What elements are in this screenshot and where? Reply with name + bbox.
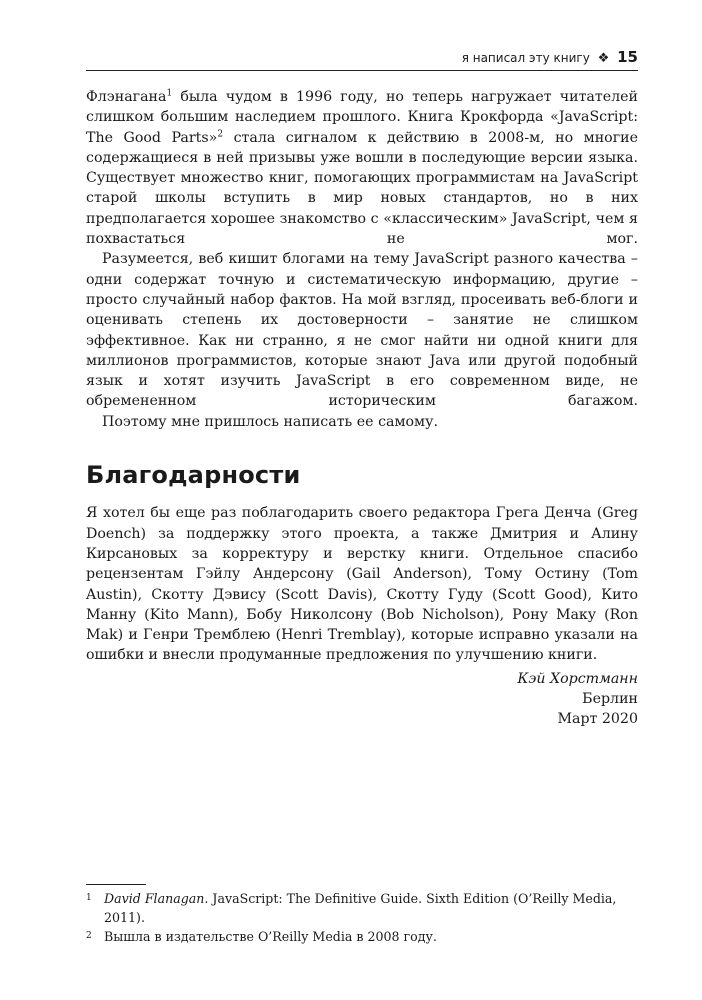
footnote-text: Вышла в издательстве O’Reilly Media в 2008 году.	[104, 929, 437, 944]
main-text	[86, 87, 638, 730]
footnote-marker[interactable]: 1	[166, 88, 173, 99]
paragraph	[86, 87, 638, 249]
text-run: Флэнагана	[86, 89, 167, 105]
footnote-divider	[86, 884, 146, 885]
text-run: была чудом в 1996 году, но теперь нагружает читателей слишком большим наследием прошлого. Книга Крокфорда «JavaScript: The Good Parts»	[86, 89, 638, 146]
text-run: стала сигналом к действию в 2008-м, но многие содержащиеся в ней призывы уже вошли в последующие версии языка. Существует множество книг, помогающих программистам на JavaScript старой школы вступить в мир новых стандартов, но в них предполагается хорошее знакомство с «классическим» JavaScript, чем я похвастаться не мог.	[86, 129, 638, 248]
author-name: Кэй Хорстманн	[517, 670, 638, 687]
header-line	[462, 48, 638, 66]
author-city: Берлин	[582, 691, 638, 708]
acknowledgements-paragraph: Я хотел бы еще раз поблагодарить своего редактора Грега Денча (Greg Doench) за поддержку этого проекта, а также Дмитрия и Алину Кирсановых за корректуру и верстку книги. Отдельное спасибо рецензентам Гэйлу Андерсону (Gail Anderson), Тому Остину (Tom Austin), Скотту Дэвису (Scott Davis), Скотту Гуду (Scott Good), Кито Манну (Kito Mann), Бобу Николсону (Bob Nicholson), Рону Маку (Ron Mak) и Генри Тремблею (Henri Tremblay), которые исправно указали на ошибки и внесли продуманные предложения по улучшению книги.	[86, 505, 638, 664]
section-heading: Благодарности	[86, 461, 301, 490]
running-header	[86, 42, 638, 71]
text-run: Разумеется, веб кишит блогами на тему JavaScript разного качества – одни содержат точную и систематическую информацию, другие – просто случайный набор фактов. На мой взгляд, просеивать веб-блоги и оценивать степень их достоверности – занятие не слишком эффективное. Как ни странно, я не смог найти ни одной книги для миллионов программистов, которые знают Java или другой подобный язык и хотят изучить JavaScript в его современном виде, не обремененном историческим багажом.	[86, 251, 638, 410]
signature-date: Март 2020	[557, 711, 638, 728]
footnote-number: 1	[86, 893, 92, 903]
footnote-text: . JavaScript: The Definitive Guide. Sixth Edition (O’Reilly Media, 2011).	[104, 891, 617, 925]
running-title: я написал эту книгу	[461, 51, 590, 65]
paragraph	[86, 249, 638, 411]
footnote	[86, 889, 638, 927]
page-number: 15	[617, 48, 638, 66]
footnote	[86, 927, 638, 946]
footnote-number: 2	[86, 931, 92, 941]
footnote-author: David Flanagan	[104, 891, 205, 906]
text-run: Поэтому мне пришлось написать ее самому.	[102, 413, 438, 430]
footnote-marker[interactable]: 2	[217, 128, 224, 139]
ornament-bullet-icon: ❖	[597, 51, 610, 66]
paragraph	[86, 412, 638, 432]
signature-block	[86, 669, 638, 730]
footnotes	[86, 884, 638, 946]
